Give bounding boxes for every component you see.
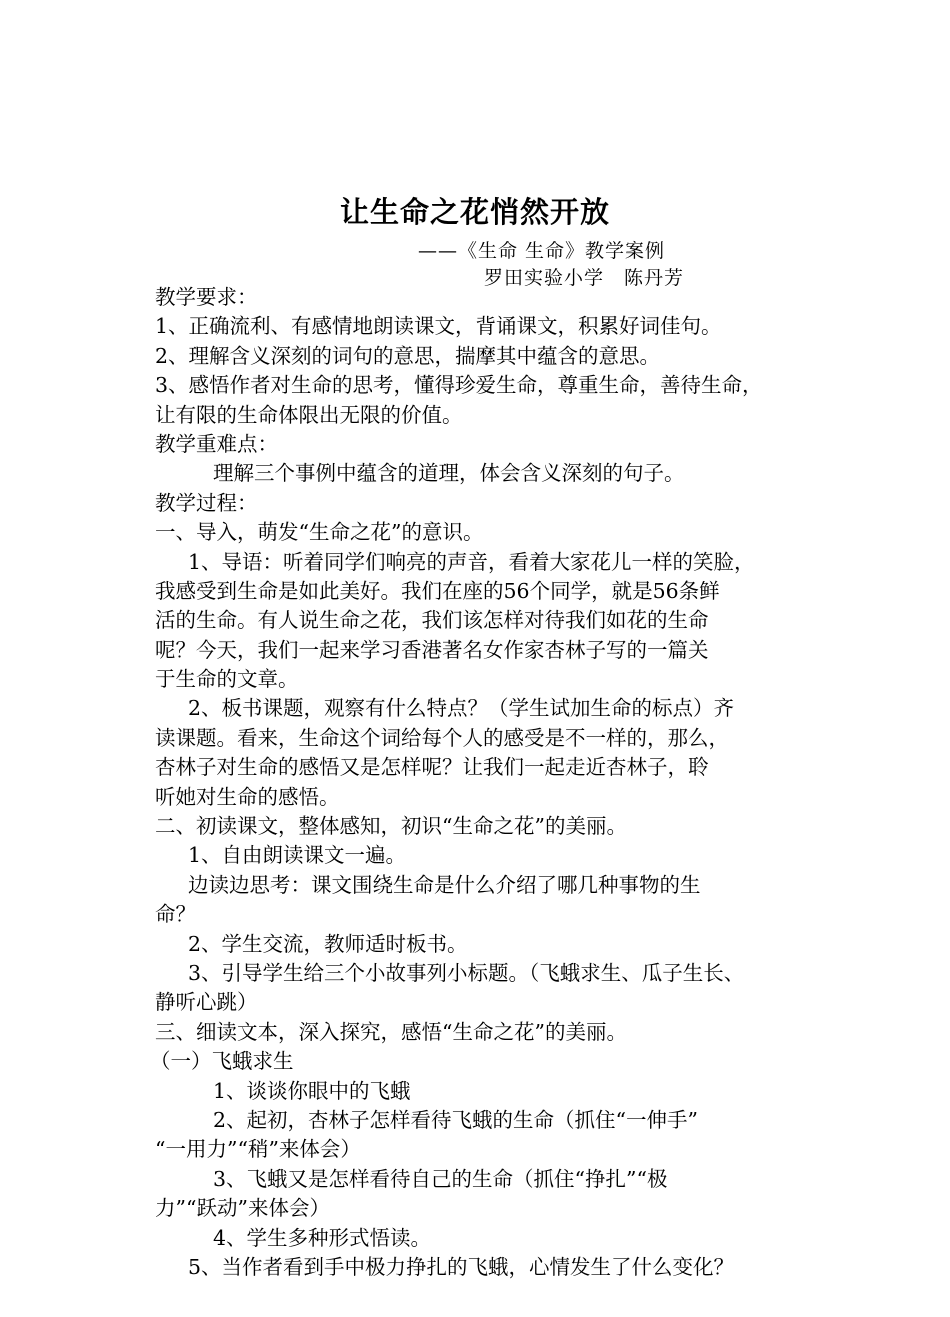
paragraph-line: 1、谈谈你眼中的飞蛾 <box>213 1078 411 1103</box>
paragraph-line: 1、自由朗读课文一遍。 <box>188 843 407 868</box>
paragraph-line: 一、导入，萌发“生命之花”的意识。 <box>155 520 484 545</box>
paragraph-line: 于生命的文章。 <box>155 667 299 692</box>
paragraph-line: 活的生命。有人说生命之花，我们该怎样对待我们如花的生命 <box>155 608 709 633</box>
paragraph-line: 2、理解含义深刻的词句的意思，揣摩其中蕴含的意思。 <box>155 343 661 368</box>
paragraph-line: 2、学生交流，教师适时板书。 <box>188 931 468 956</box>
paragraph-line: （一）飞蛾求生 <box>150 1049 294 1074</box>
document-subtitle: ——《生命 生命》教学案例 <box>418 240 666 262</box>
paragraph-line: 3、飞蛾又是怎样看待自己的生命（抓住“挣扎”“极 <box>213 1166 668 1191</box>
document-author: 罗田实验小学 陈丹芳 <box>484 267 685 289</box>
paragraph-line: 教学要求： <box>155 285 258 309</box>
paragraph-line: 理解三个事例中蕴含的道理，体会含义深刻的句子。 <box>213 461 685 486</box>
paragraph-line: 我感受到生命是如此美好。我们在座的56个同学，就是56条鲜 <box>155 578 720 603</box>
paragraph-line: 教学过程： <box>155 490 258 515</box>
paragraph-line: 力”“跃动”来体会） <box>155 1196 330 1221</box>
paragraph-line: 4、学生多种形式悟读。 <box>213 1225 432 1250</box>
paragraph-line: “一用力”“稍”来体会） <box>155 1137 361 1162</box>
document-title: 让生命之花悄然开放 <box>339 195 610 229</box>
paragraph-line: 边读边思考：课文围绕生命是什么介绍了哪几种事物的生 <box>188 872 701 897</box>
paragraph-line: 3、引导学生给三个小故事列小标题。（飞蛾求生、瓜子生长、 <box>188 960 745 985</box>
paragraph-line: 1、导语：听着同学们响亮的声音，看着大家花儿一样的笑脸， <box>188 549 755 574</box>
document-body <box>150 283 805 1282</box>
paragraph-line: 杏林子对生命的感悟又是怎样呢？让我们一起走近杏林子，聆 <box>155 755 709 780</box>
paragraph-line: 静听心跳） <box>155 990 258 1015</box>
paragraph-line: 三、细读文本，深入探究，感悟“生命之花”的美丽。 <box>155 1019 627 1044</box>
paragraph-line: 呢？今天，我们一起来学习香港著名女作家杏林子写的一篇关 <box>155 637 709 662</box>
paragraph-line: 听她对生命的感悟。 <box>155 784 340 809</box>
paragraph-line: 教学重难点： <box>155 431 278 456</box>
paragraph-line: 命？ <box>155 902 196 927</box>
paragraph-line: 2、板书课题，观察有什么特点？（学生试加生命的标点）齐 <box>188 696 735 721</box>
paragraph-line: 1、正确流利、有感情地朗读课文，背诵课文，积累好词佳句。 <box>155 314 722 339</box>
paragraph-line: 让有限的生命体限出无限的价值。 <box>155 402 463 427</box>
paragraph-line: 5、当作者看到手中极力挣扎的飞蛾，心情发生了什么变化？ <box>188 1254 735 1279</box>
paragraph-line: 读课题。看来，生命这个词给每个人的感受是不一样的，那么， <box>155 725 729 750</box>
paragraph-line: 3、感悟作者对生命的思考，懂得珍爱生命，尊重生命，善待生命， <box>155 373 763 398</box>
paragraph-line: 2、起初，杏林子怎样看待飞蛾的生命（抓住“一伸手” <box>213 1107 699 1132</box>
paragraph-line: 二、初读课文，整体感知，初识“生命之花”的美丽。 <box>155 814 627 839</box>
